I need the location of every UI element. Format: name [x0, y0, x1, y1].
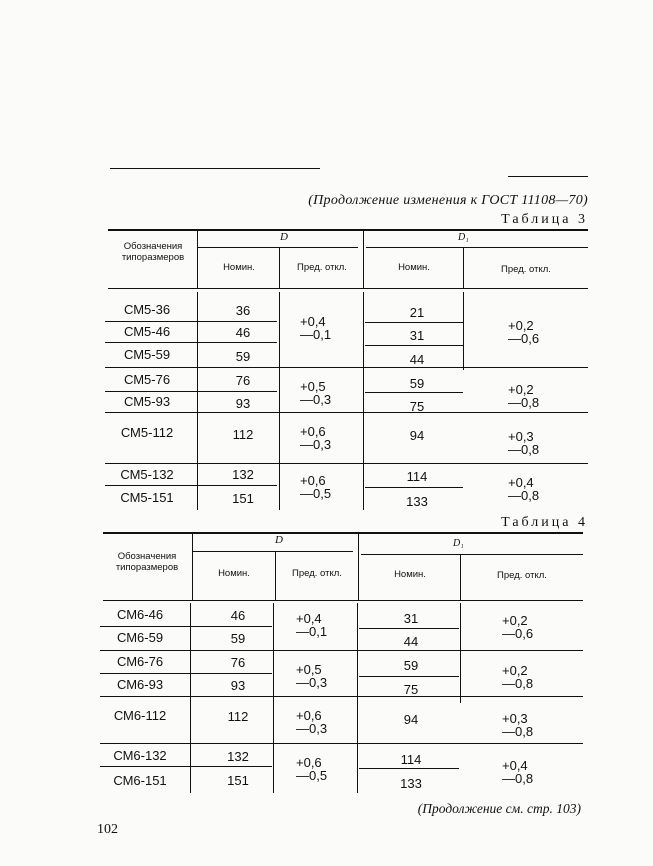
- table4-row-name: СМ6-93: [116, 677, 164, 692]
- table4-row-name: СМ6-76: [116, 654, 164, 669]
- table3-tol-d: +0,5 —0,3: [300, 379, 332, 407]
- table3-row-name: СМ5-76: [123, 372, 171, 387]
- table3-tol-d1: +0,2 —0,6: [508, 318, 540, 346]
- table4-d1-nominal: Номин.: [394, 569, 426, 580]
- table3-row-d: 93: [235, 396, 251, 411]
- table4-row-name: СМ6-46: [116, 607, 164, 622]
- table4-rowline: [359, 628, 459, 629]
- table4-d1-tolerance: Пред. откл.: [497, 570, 547, 581]
- table3-tol-d: +0,6 —0,5: [300, 473, 332, 501]
- table3-row-d1: 44: [409, 352, 425, 367]
- table4-groupline: [100, 743, 583, 744]
- table3-row-d1: 114: [406, 469, 428, 484]
- table3-row-d: 76: [235, 373, 251, 388]
- table4-row-d: 151: [227, 773, 249, 788]
- continued-note: (Продолжение см. стр. 103): [417, 801, 581, 816]
- table3-body-vline-1: [197, 292, 198, 510]
- table3-row-d1: 75: [409, 399, 425, 414]
- table4-d1-underline: [361, 554, 583, 555]
- table4-group-d: D: [275, 534, 283, 546]
- table4-tol-d: +0,5 —0,3: [296, 662, 328, 690]
- table3-body-vline-4: [463, 292, 464, 370]
- table4-body-vline-1: [190, 603, 191, 793]
- continuation-header: (Продолжение изменения к ГОСТ 11108—70): [308, 193, 588, 208]
- table4-tol-d1: +0,4 —0,8: [502, 758, 534, 786]
- table3-vline-3: [363, 229, 364, 289]
- table3-row-name: СМ5-93: [123, 394, 171, 409]
- table3-tol-d1: +0,2 —0,8: [508, 382, 540, 410]
- table3-row-d: 59: [235, 349, 251, 364]
- table3-d-underline: [198, 247, 358, 248]
- table3-row-name: СМ5-151: [120, 490, 174, 505]
- table3-d1-tolerance: Пред. откл.: [501, 264, 551, 275]
- table4-rowline: [359, 768, 459, 769]
- table4-row-d1: 133: [400, 776, 422, 791]
- table4-tol-d: +0,4 —0,1: [296, 611, 328, 639]
- table3-vline-1: [197, 229, 198, 289]
- table3-designation-header: Обозначения типоразмеров: [121, 241, 185, 263]
- table3-row-d1: 21: [409, 305, 425, 320]
- table4-row-name: СМ6-151: [113, 773, 167, 788]
- table3-row-name: СМ5-36: [123, 302, 171, 317]
- table4-vline-2: [275, 552, 276, 601]
- table3-row-d: 112: [232, 427, 254, 442]
- table4-group-d1: D₁: [453, 538, 464, 549]
- table3-rowline: [365, 487, 463, 488]
- table3-row-name: СМ5-59: [123, 347, 171, 362]
- table4-d-nominal: Номин.: [218, 568, 250, 579]
- table4-rowline: [100, 673, 272, 674]
- table3-vline-4: [463, 248, 464, 289]
- table3-rowline: [105, 391, 277, 392]
- table3-tol-d1: +0,4 —0,8: [508, 475, 540, 503]
- table3-d1-nominal: Номин.: [398, 262, 430, 273]
- table4-row-d: 112: [227, 709, 249, 724]
- table3-d-nominal: Номин.: [223, 262, 255, 273]
- table4-groupline: [100, 696, 583, 697]
- table3-row-d: 46: [235, 325, 251, 340]
- table3-caption: Таблица 3: [501, 212, 588, 227]
- table3-rowline: [105, 342, 277, 343]
- table4-tol-d1: +0,2 —0,8: [502, 663, 534, 691]
- table4-rowline: [100, 766, 272, 767]
- table4-vline-3: [358, 532, 359, 601]
- table3-row-d: 151: [232, 491, 254, 506]
- table4-vline-1: [192, 532, 193, 601]
- table4-body-vline-3: [357, 603, 358, 793]
- table4-top-border: [103, 532, 583, 534]
- table3-header-border: [108, 288, 588, 289]
- table4-row-d1: 59: [403, 658, 419, 673]
- table3-group-d1: D₁: [458, 232, 469, 243]
- table3-groupline: [105, 412, 588, 413]
- table3-tol-d1: +0,3 —0,8: [508, 429, 540, 457]
- top-rule-right: [508, 176, 588, 177]
- table3-vline-2: [279, 248, 280, 289]
- table4-row-d: 76: [230, 655, 246, 670]
- table3-rowline: [105, 485, 277, 486]
- table3-tol-d: +0,6 —0,3: [300, 424, 332, 452]
- table3-body-vline-3: [363, 292, 364, 510]
- top-rule-left: [110, 168, 320, 169]
- table4-d-underline: [193, 551, 353, 552]
- table3-row-d1: 31: [409, 328, 425, 343]
- table4-header-border: [103, 600, 583, 601]
- table3-row-name: СМ5-112: [120, 425, 174, 440]
- table4-row-d: 59: [230, 631, 246, 646]
- table3-groupline: [105, 463, 588, 464]
- table4-groupline: [100, 650, 583, 651]
- table3-rowline: [105, 321, 277, 322]
- page-number: 102: [97, 822, 118, 837]
- table4-row-d1: 75: [403, 682, 419, 697]
- table4-tol-d: +0,6 —0,3: [296, 708, 328, 736]
- table3-row-d: 36: [235, 303, 251, 318]
- table4-row-d: 93: [230, 678, 246, 693]
- table4-tol-d: +0,6 —0,5: [296, 755, 328, 783]
- table4-tol-d1: +0,3 —0,8: [502, 711, 534, 739]
- table3-row-name: СМ5-46: [123, 324, 171, 339]
- table4-row-d1: 114: [400, 752, 422, 767]
- table4-body-vline-4: [460, 603, 461, 703]
- table3-rowline: [365, 392, 463, 393]
- table3-row-d1: 94: [409, 428, 425, 443]
- table4-caption: Таблица 4: [501, 515, 588, 530]
- table4-designation-header: Обозначения типоразмеров: [115, 551, 179, 573]
- table4-rowline: [100, 626, 272, 627]
- table4-row-name: СМ6-59: [116, 630, 164, 645]
- table3-row-d: 132: [232, 467, 254, 482]
- table3-tol-d: +0,4 —0,1: [300, 314, 332, 342]
- table3-row-d1: 59: [409, 376, 425, 391]
- table4-row-d: 132: [227, 749, 249, 764]
- table3-groupline: [105, 367, 588, 368]
- table3-d-tolerance: Пред. откл.: [297, 262, 347, 273]
- table4-row-d1: 44: [403, 634, 419, 649]
- table4-row-d1: 31: [403, 611, 419, 626]
- table3-rowline: [365, 345, 463, 346]
- table3-d1-underline: [366, 247, 588, 248]
- table4-row-name: СМ6-132: [113, 748, 167, 763]
- table4-vline-4: [460, 555, 461, 601]
- table3-row-name: СМ5-132: [120, 467, 174, 482]
- table3-row-d1: 133: [406, 494, 428, 509]
- table3-top-border: [108, 229, 588, 231]
- table4-d-tolerance: Пред. откл.: [292, 568, 342, 579]
- table3-rowline: [365, 322, 463, 323]
- table3-group-d: D: [280, 231, 288, 243]
- table4-row-d1: 94: [403, 712, 419, 727]
- table4-rowline: [359, 676, 459, 677]
- table4-row-d: 46: [230, 608, 246, 623]
- table4-row-name: СМ6-112: [113, 708, 167, 723]
- table4-tol-d1: +0,2 —0,6: [502, 613, 534, 641]
